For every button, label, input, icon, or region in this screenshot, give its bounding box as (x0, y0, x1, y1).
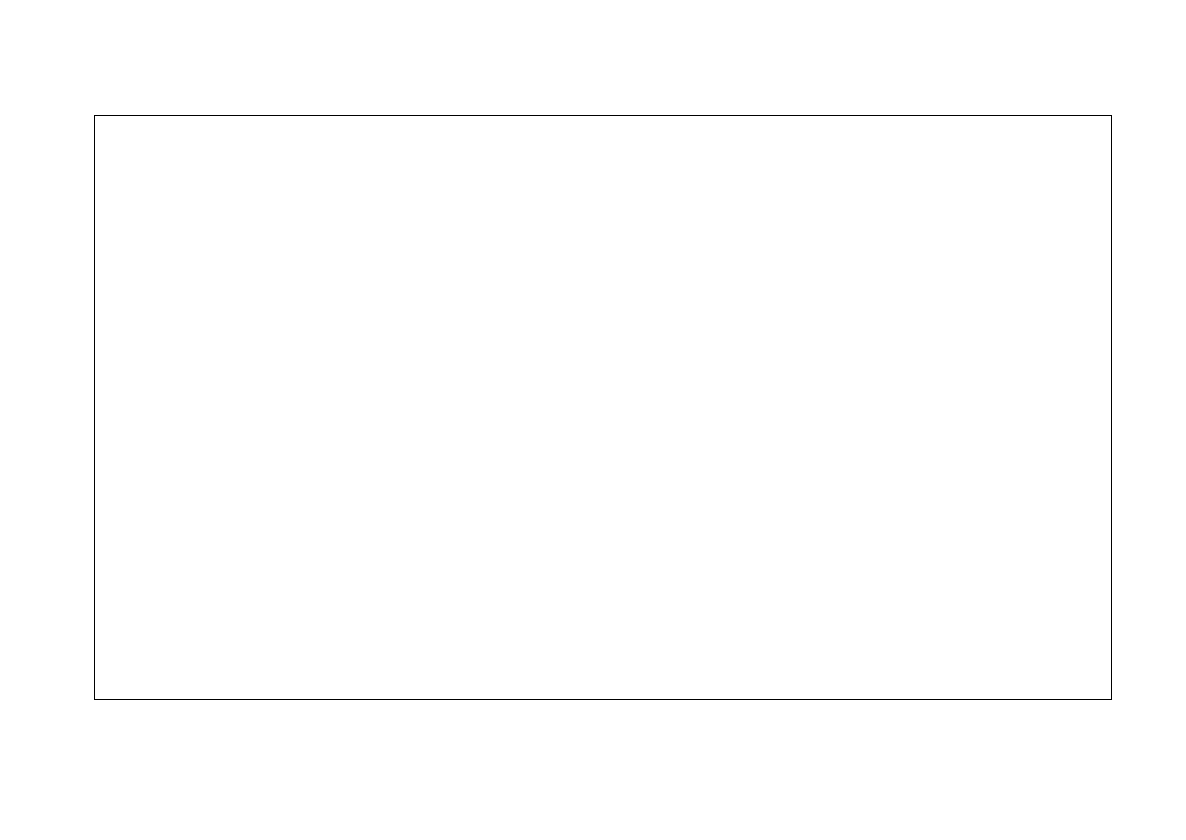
inspection-table (94, 115, 1112, 700)
